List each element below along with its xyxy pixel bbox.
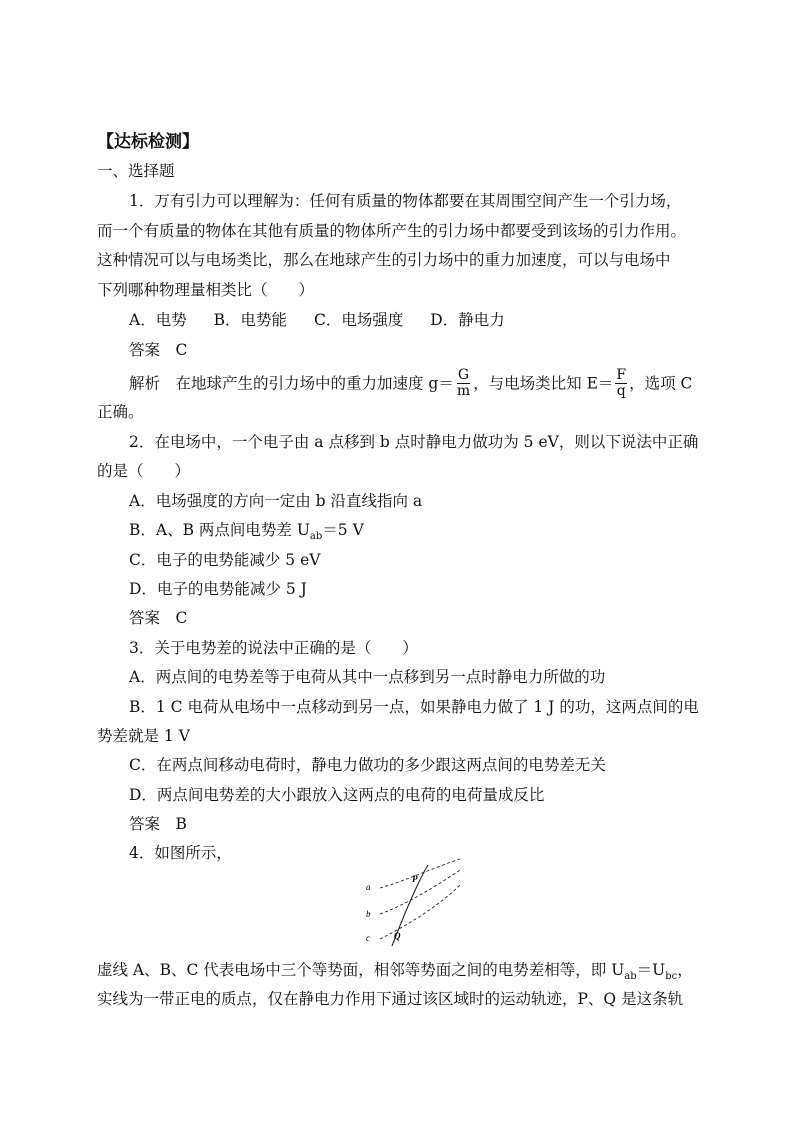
q1-stem-line-3: 这种情况可以与电场类比，那么在地球产生的引力场中的重力加速度，可以与电场中 — [97, 251, 671, 269]
q4-stem-line-1: 4．如图所示， — [129, 844, 232, 862]
q1-option-d: D．静电力 — [430, 311, 505, 329]
q1-analysis-text-2: ，与电场类比知 E＝ — [473, 374, 614, 393]
q1-options — [129, 310, 749, 330]
q1-answer: 答案 C — [129, 341, 188, 359]
q1-stem-line-2: 而一个有质量的物体在其他有质量的物体所产生的引力场中都要受到该场的引力作用。 — [97, 222, 687, 240]
fraction-numerator: G — [457, 367, 470, 383]
section-heading: 【达标检测】 — [97, 132, 199, 152]
fraction-denominator: q — [616, 383, 626, 399]
fraction-numerator: F — [616, 367, 627, 383]
q1-analysis-text-3: ，选项 C — [629, 374, 693, 393]
equipotential-line-c — [380, 885, 460, 939]
label-a: a — [366, 882, 371, 892]
subscript: bc — [665, 971, 678, 983]
q3-answer: 答案 B — [129, 815, 187, 833]
q2-stem-line-1: 2．在电场中，一个电子由 a 点移到 b 点时静电力做功为 5 eV，则以下说法中正确 — [129, 433, 699, 451]
equipotential-line-a — [380, 859, 460, 888]
q1-stem-line-4: 下列哪种物理量相类比（ ） — [97, 281, 315, 299]
q1-option-b: B．电势能 — [213, 311, 288, 329]
q4-text: ， — [677, 961, 693, 979]
q2-option-c: C．电子的电势能减少 5 eV — [129, 551, 321, 569]
q3-option-b-line-2: 势差就是 1 V — [97, 727, 190, 745]
label-q: Q — [394, 931, 401, 941]
q1-analysis-text-1: 解析 在地球产生的引力场中的重力加速度 g＝ — [129, 374, 454, 393]
q1-analysis-line-2: 正确。 — [97, 403, 144, 421]
q4-text: 虚线 A、B、C 代表电场中三个等势面，相邻等势面之间的电势差相等，即 U — [97, 961, 625, 979]
q3-option-b-line-1: B．1 C 电荷从电场中一点移动到另一点，如果静电力做了 1 J 的功，这两点间的电 — [129, 698, 699, 716]
label-c: c — [366, 933, 370, 943]
q2-option-d: D．电子的电势能减少 5 J — [129, 580, 307, 598]
q1-stem-line-1: 1．万有引力可以理解为：任何有质量的物体都要在其周围空间产生一个引力场， — [129, 192, 682, 210]
q2-option-a: A．电场强度的方向一定由 b 沿直线指向 a — [129, 492, 423, 510]
q1-option-a: A．电势 — [129, 311, 187, 329]
subsection-title: 一、选择题 — [97, 162, 175, 180]
fraction-g-over-m — [456, 368, 471, 399]
q4-stem-line-3: 实线为一带正电的质点，仅在静电力作用下通过该区域时的运动轨迹，P、Q 是这条轨 — [97, 990, 684, 1008]
q2-option-b-value: ＝5 V — [322, 521, 364, 539]
q3-option-d: D．两点间电势差的大小跟放入这两点的电荷的电荷量成反比 — [129, 786, 545, 804]
q3-option-c: C．在两点间移动电荷时，静电力做功的多少跟这两点间的电势差无关 — [129, 756, 606, 774]
q1-analysis — [129, 369, 749, 400]
q2-option-b-text: B．A、B 两点间电势差 U — [129, 521, 310, 539]
q4-stem-line-2 — [97, 960, 717, 987]
q3-stem: 3．关于电势差的说法中正确的是（ ） — [129, 639, 418, 657]
fraction-f-over-q — [615, 368, 627, 399]
q4-text: ＝U — [636, 961, 666, 979]
q2-stem-line-2: 的是（ ） — [97, 462, 191, 480]
label-b: b — [366, 909, 371, 919]
fraction-denominator: m — [456, 383, 471, 399]
q1-option-c: C．电场强度 — [313, 311, 404, 329]
q3-option-a: A．两点间的电势差等于电荷从其中一点移到另一点时静电力所做的功 — [129, 668, 606, 686]
subscript: ab — [309, 531, 323, 543]
q2-answer: 答案 C — [129, 609, 188, 627]
label-p: P — [412, 874, 418, 884]
equipotential-line-b — [380, 870, 460, 914]
q2-option-b — [129, 520, 749, 547]
equipotential-figure — [360, 855, 470, 947]
subscript: ab — [624, 971, 637, 983]
